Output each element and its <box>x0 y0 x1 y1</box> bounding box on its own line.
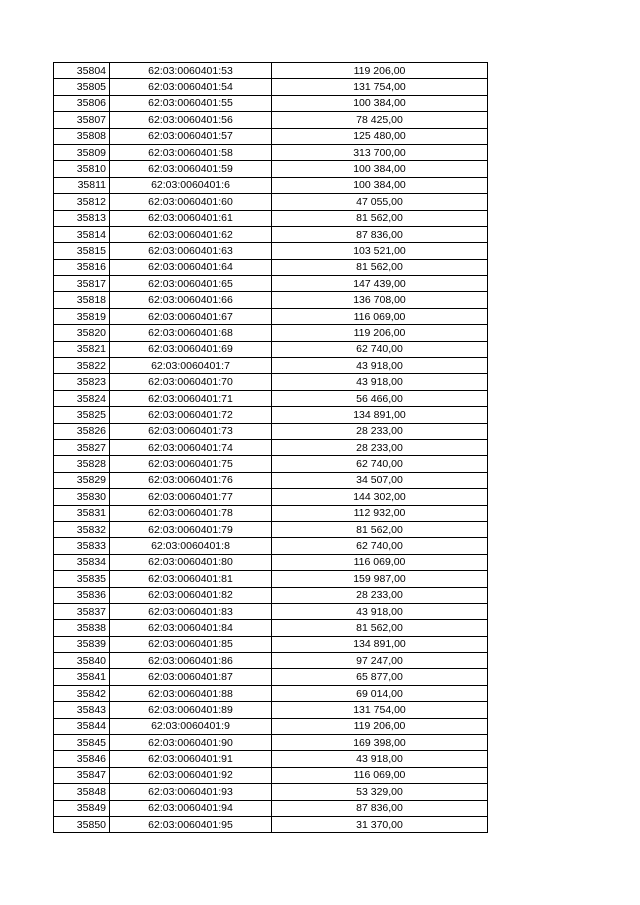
cadastral-number-cell: 62:03:0060401:83 <box>110 603 272 619</box>
table-row <box>54 374 488 390</box>
row-number-cell: 35849 <box>54 800 110 816</box>
cadastral-number-cell: 62:03:0060401:60 <box>110 194 272 210</box>
table-row <box>54 620 488 636</box>
table-row <box>54 358 488 374</box>
cadastral-number-cell: 62:03:0060401:75 <box>110 456 272 472</box>
value-cell: 69 014,00 <box>272 685 488 701</box>
value-cell: 116 069,00 <box>272 554 488 570</box>
value-cell: 119 206,00 <box>272 718 488 734</box>
table-row <box>54 521 488 537</box>
row-number-cell: 35825 <box>54 407 110 423</box>
value-cell: 136 708,00 <box>272 292 488 308</box>
row-number-cell: 35812 <box>54 194 110 210</box>
cadastral-number-cell: 62:03:0060401:65 <box>110 276 272 292</box>
row-number-cell: 35829 <box>54 472 110 488</box>
row-number-cell: 35810 <box>54 161 110 177</box>
table-row <box>54 587 488 603</box>
cadastral-number-cell: 62:03:0060401:58 <box>110 144 272 160</box>
table-row <box>54 325 488 341</box>
row-number-cell: 35818 <box>54 292 110 308</box>
table-row <box>54 718 488 734</box>
cadastral-number-cell: 62:03:0060401:57 <box>110 128 272 144</box>
table-row <box>54 472 488 488</box>
value-cell: 62 740,00 <box>272 456 488 472</box>
row-number-cell: 35828 <box>54 456 110 472</box>
cadastral-number-cell: 62:03:0060401:87 <box>110 669 272 685</box>
row-number-cell: 35814 <box>54 226 110 242</box>
cadastral-number-cell: 62:03:0060401:59 <box>110 161 272 177</box>
table-row <box>54 685 488 701</box>
row-number-cell: 35811 <box>54 177 110 193</box>
row-number-cell: 35806 <box>54 95 110 111</box>
row-number-cell: 35809 <box>54 144 110 160</box>
cadastral-number-cell: 62:03:0060401:6 <box>110 177 272 193</box>
table-row <box>54 751 488 767</box>
row-number-cell: 35817 <box>54 276 110 292</box>
table-row <box>54 735 488 751</box>
value-cell: 53 329,00 <box>272 784 488 800</box>
table-row <box>54 79 488 95</box>
cadastral-number-cell: 62:03:0060401:91 <box>110 751 272 767</box>
table-row <box>54 95 488 111</box>
row-number-cell: 35815 <box>54 243 110 259</box>
table-row <box>54 554 488 570</box>
value-cell: 43 918,00 <box>272 751 488 767</box>
value-cell: 119 206,00 <box>272 325 488 341</box>
value-cell: 125 480,00 <box>272 128 488 144</box>
row-number-cell: 35835 <box>54 571 110 587</box>
table-row <box>54 63 488 79</box>
value-cell: 81 562,00 <box>272 259 488 275</box>
table-row <box>54 226 488 242</box>
value-cell: 313 700,00 <box>272 144 488 160</box>
row-number-cell: 35827 <box>54 439 110 455</box>
table-row <box>54 407 488 423</box>
row-number-cell: 35842 <box>54 685 110 701</box>
cadastral-number-cell: 62:03:0060401:86 <box>110 653 272 669</box>
cadastral-number-cell: 62:03:0060401:72 <box>110 407 272 423</box>
value-cell: 81 562,00 <box>272 210 488 226</box>
table-row <box>54 456 488 472</box>
row-number-cell: 35838 <box>54 620 110 636</box>
cadastral-number-cell: 62:03:0060401:80 <box>110 554 272 570</box>
value-cell: 31 370,00 <box>272 816 488 832</box>
table-row <box>54 112 488 128</box>
row-number-cell: 35820 <box>54 325 110 341</box>
cadastral-number-cell: 62:03:0060401:53 <box>110 63 272 79</box>
row-number-cell: 35808 <box>54 128 110 144</box>
cadastral-number-cell: 62:03:0060401:95 <box>110 816 272 832</box>
value-cell: 28 233,00 <box>272 587 488 603</box>
cadastral-number-cell: 62:03:0060401:74 <box>110 439 272 455</box>
cadastral-value-table <box>53 62 488 833</box>
value-cell: 43 918,00 <box>272 603 488 619</box>
value-cell: 119 206,00 <box>272 63 488 79</box>
value-cell: 100 384,00 <box>272 95 488 111</box>
cadastral-number-cell: 62:03:0060401:77 <box>110 489 272 505</box>
value-cell: 134 891,00 <box>272 407 488 423</box>
value-cell: 134 891,00 <box>272 636 488 652</box>
table-row <box>54 702 488 718</box>
table-row <box>54 767 488 783</box>
table-row <box>54 538 488 554</box>
cadastral-number-cell: 62:03:0060401:81 <box>110 571 272 587</box>
row-number-cell: 35819 <box>54 308 110 324</box>
row-number-cell: 35850 <box>54 816 110 832</box>
row-number-cell: 35824 <box>54 390 110 406</box>
row-number-cell: 35805 <box>54 79 110 95</box>
value-cell: 112 932,00 <box>272 505 488 521</box>
value-cell: 81 562,00 <box>272 521 488 537</box>
value-cell: 103 521,00 <box>272 243 488 259</box>
value-cell: 147 439,00 <box>272 276 488 292</box>
cadastral-number-cell: 62:03:0060401:8 <box>110 538 272 554</box>
cadastral-number-cell: 62:03:0060401:69 <box>110 341 272 357</box>
table-row <box>54 341 488 357</box>
cadastral-number-cell: 62:03:0060401:85 <box>110 636 272 652</box>
cadastral-number-cell: 62:03:0060401:88 <box>110 685 272 701</box>
row-number-cell: 35807 <box>54 112 110 128</box>
value-cell: 81 562,00 <box>272 620 488 636</box>
value-cell: 116 069,00 <box>272 767 488 783</box>
cadastral-number-cell: 62:03:0060401:93 <box>110 784 272 800</box>
table-row <box>54 571 488 587</box>
table-row <box>54 144 488 160</box>
row-number-cell: 35832 <box>54 521 110 537</box>
row-number-cell: 35836 <box>54 587 110 603</box>
cadastral-number-cell: 62:03:0060401:73 <box>110 423 272 439</box>
row-number-cell: 35840 <box>54 653 110 669</box>
table-row <box>54 653 488 669</box>
table-row <box>54 800 488 816</box>
value-cell: 159 987,00 <box>272 571 488 587</box>
cadastral-number-cell: 62:03:0060401:78 <box>110 505 272 521</box>
row-number-cell: 35804 <box>54 63 110 79</box>
table-row <box>54 308 488 324</box>
table-row <box>54 489 488 505</box>
cadastral-number-cell: 62:03:0060401:94 <box>110 800 272 816</box>
cadastral-number-cell: 62:03:0060401:55 <box>110 95 272 111</box>
row-number-cell: 35830 <box>54 489 110 505</box>
row-number-cell: 35843 <box>54 702 110 718</box>
cadastral-number-cell: 62:03:0060401:63 <box>110 243 272 259</box>
cadastral-number-cell: 62:03:0060401:79 <box>110 521 272 537</box>
table-body <box>54 63 488 833</box>
table-row <box>54 423 488 439</box>
value-cell: 87 836,00 <box>272 226 488 242</box>
row-number-cell: 35823 <box>54 374 110 390</box>
table-row <box>54 603 488 619</box>
cadastral-number-cell: 62:03:0060401:82 <box>110 587 272 603</box>
cadastral-number-cell: 62:03:0060401:66 <box>110 292 272 308</box>
value-cell: 65 877,00 <box>272 669 488 685</box>
cadastral-number-cell: 62:03:0060401:71 <box>110 390 272 406</box>
row-number-cell: 35845 <box>54 735 110 751</box>
row-number-cell: 35834 <box>54 554 110 570</box>
cadastral-number-cell: 62:03:0060401:54 <box>110 79 272 95</box>
row-number-cell: 35846 <box>54 751 110 767</box>
table-row <box>54 259 488 275</box>
row-number-cell: 35813 <box>54 210 110 226</box>
table-row <box>54 128 488 144</box>
table-row <box>54 669 488 685</box>
value-cell: 28 233,00 <box>272 423 488 439</box>
cadastral-number-cell: 62:03:0060401:70 <box>110 374 272 390</box>
cadastral-number-cell: 62:03:0060401:61 <box>110 210 272 226</box>
row-number-cell: 35822 <box>54 358 110 374</box>
row-number-cell: 35831 <box>54 505 110 521</box>
row-number-cell: 35837 <box>54 603 110 619</box>
row-number-cell: 35848 <box>54 784 110 800</box>
table-row <box>54 194 488 210</box>
table-row <box>54 636 488 652</box>
table-row <box>54 816 488 832</box>
value-cell: 131 754,00 <box>272 79 488 95</box>
row-number-cell: 35826 <box>54 423 110 439</box>
cadastral-number-cell: 62:03:0060401:89 <box>110 702 272 718</box>
row-number-cell: 35844 <box>54 718 110 734</box>
value-cell: 62 740,00 <box>272 341 488 357</box>
row-number-cell: 35839 <box>54 636 110 652</box>
table-row <box>54 210 488 226</box>
value-cell: 43 918,00 <box>272 374 488 390</box>
table-row <box>54 292 488 308</box>
table-row <box>54 439 488 455</box>
cadastral-number-cell: 62:03:0060401:56 <box>110 112 272 128</box>
value-cell: 97 247,00 <box>272 653 488 669</box>
value-cell: 47 055,00 <box>272 194 488 210</box>
cadastral-number-cell: 62:03:0060401:9 <box>110 718 272 734</box>
value-cell: 78 425,00 <box>272 112 488 128</box>
row-number-cell: 35847 <box>54 767 110 783</box>
value-cell: 169 398,00 <box>272 735 488 751</box>
value-cell: 100 384,00 <box>272 177 488 193</box>
value-cell: 131 754,00 <box>272 702 488 718</box>
row-number-cell: 35833 <box>54 538 110 554</box>
cadastral-number-cell: 62:03:0060401:68 <box>110 325 272 341</box>
row-number-cell: 35821 <box>54 341 110 357</box>
table-row <box>54 243 488 259</box>
value-cell: 62 740,00 <box>272 538 488 554</box>
table-row <box>54 505 488 521</box>
row-number-cell: 35816 <box>54 259 110 275</box>
table-row <box>54 177 488 193</box>
cadastral-number-cell: 62:03:0060401:92 <box>110 767 272 783</box>
value-cell: 116 069,00 <box>272 308 488 324</box>
cadastral-number-cell: 62:03:0060401:7 <box>110 358 272 374</box>
cadastral-number-cell: 62:03:0060401:84 <box>110 620 272 636</box>
value-cell: 28 233,00 <box>272 439 488 455</box>
table-row <box>54 784 488 800</box>
cadastral-number-cell: 62:03:0060401:76 <box>110 472 272 488</box>
table-row <box>54 161 488 177</box>
table-row <box>54 276 488 292</box>
cadastral-number-cell: 62:03:0060401:64 <box>110 259 272 275</box>
cadastral-number-cell: 62:03:0060401:62 <box>110 226 272 242</box>
value-cell: 100 384,00 <box>272 161 488 177</box>
value-cell: 144 302,00 <box>272 489 488 505</box>
cadastral-number-cell: 62:03:0060401:67 <box>110 308 272 324</box>
value-cell: 34 507,00 <box>272 472 488 488</box>
value-cell: 56 466,00 <box>272 390 488 406</box>
cadastral-number-cell: 62:03:0060401:90 <box>110 735 272 751</box>
value-cell: 87 836,00 <box>272 800 488 816</box>
row-number-cell: 35841 <box>54 669 110 685</box>
value-cell: 43 918,00 <box>272 358 488 374</box>
table-row <box>54 390 488 406</box>
